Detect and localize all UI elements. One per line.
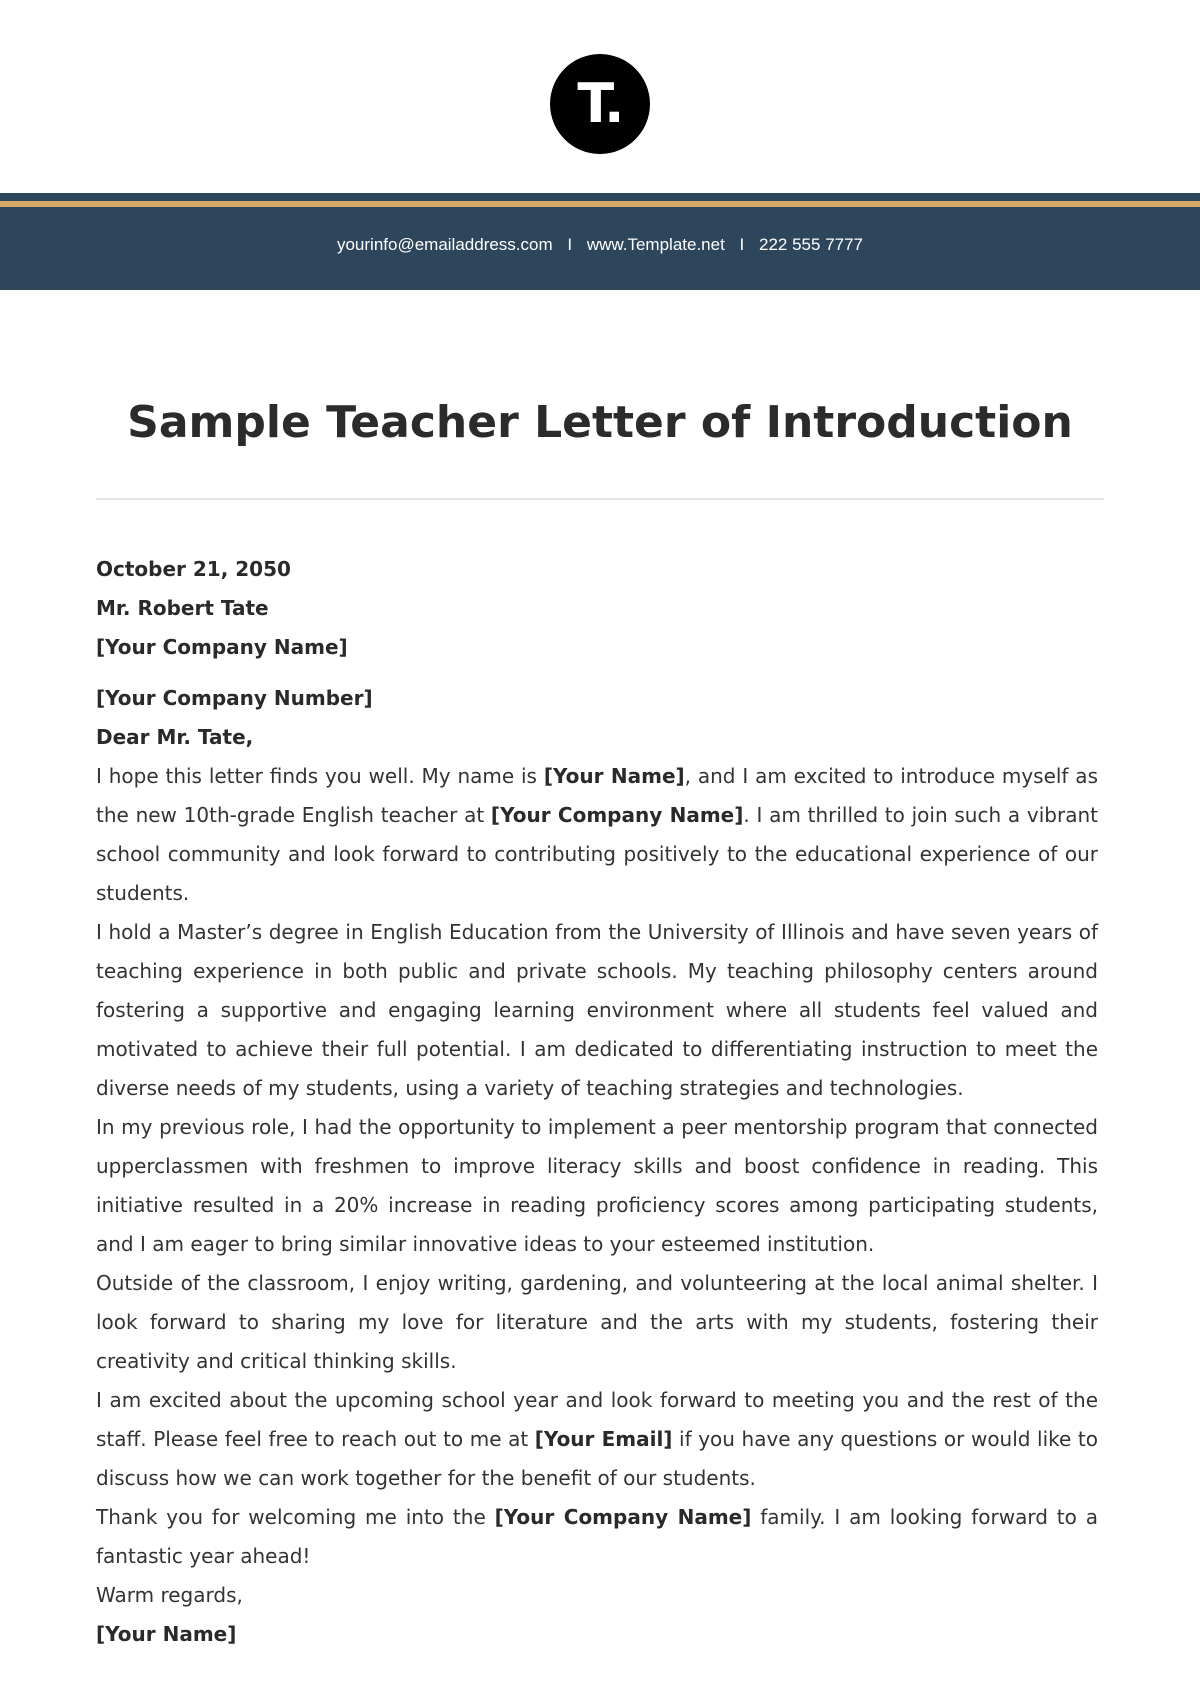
paragraph-contact bbox=[96, 1381, 1098, 1498]
paragraph-text: family. I am looking forward to a fantastic year ahead! bbox=[96, 1505, 1098, 1568]
paragraph-qualifications: I hold a Master’s degree in English Education from the University of Illinois and have seven years of teaching experience in both public and private schools. My teaching philosophy centers around fostering a supportive and engaging learning environment where all students feel valued and motivated to achieve their full potential. I am dedicated to differentiating instruction to meet the diverse needs of my students, using a variety of teaching strategies and technologies. bbox=[96, 920, 1098, 1100]
recipient-number: [Your Company Number] bbox=[96, 686, 373, 710]
paragraph-interests: Outside of the classroom, I enjoy writing, gardening, and volunteering at the local animal shelter. I look forward to sharing my love for literature and the arts with my students, fostering their creativity and critical thinking skills. bbox=[96, 1271, 1098, 1373]
salutation: Dear Mr. Tate, bbox=[96, 725, 254, 749]
contact-phone: 222 555 7777 bbox=[759, 235, 864, 254]
placeholder-company-name: [Your Company Name] bbox=[490, 803, 744, 827]
paragraph-thanks bbox=[96, 1498, 1098, 1576]
header-contact-line bbox=[0, 233, 1200, 257]
brand-logo-text: T. bbox=[577, 72, 623, 135]
letter-date: October 21, 2050 bbox=[96, 557, 291, 581]
letter-body bbox=[96, 550, 1098, 1654]
recipient-name: Mr. Robert Tate bbox=[96, 596, 269, 620]
closing: Warm regards, bbox=[96, 1583, 243, 1607]
contact-separator: I bbox=[739, 235, 745, 254]
placeholder-your-email: [Your Email] bbox=[534, 1427, 673, 1451]
recipient-company: [Your Company Name] bbox=[96, 635, 348, 659]
contact-email: yourinfo@emailaddress.com bbox=[336, 235, 553, 254]
title-divider bbox=[96, 498, 1104, 500]
signature: [Your Name] bbox=[96, 1622, 237, 1646]
paragraph-introduction bbox=[96, 757, 1098, 913]
contact-separator: I bbox=[567, 235, 573, 254]
paragraph-experience: In my previous role, I had the opportunity to implement a peer mentorship program that connected upperclassmen with freshmen to improve literacy skills and boost confidence in reading. This initiative resulted in a 20% increase in reading proficiency scores among participating students, and I am eager to bring similar innovative ideas to your esteemed institution. bbox=[96, 1115, 1098, 1256]
paragraph-text: . I am thrilled to join such a vibrant school community and look forward to contributing positively to the educational experience of our students. bbox=[96, 803, 1098, 905]
paragraph-text: I am excited about the upcoming school year and look forward to meeting you and the rest of the staff. Please feel free to reach out to me at bbox=[96, 1388, 1098, 1451]
paragraph-text: I hope this letter finds you well. My name is bbox=[96, 764, 544, 788]
logo-area bbox=[0, 54, 1200, 154]
placeholder-company-name: [Your Company Name] bbox=[494, 1505, 752, 1529]
contact-website: www.Template.net bbox=[586, 235, 725, 254]
placeholder-your-name: [Your Name] bbox=[543, 764, 685, 788]
paragraph-text: , and I am excited to introduce myself as the new 10th-grade English teacher at bbox=[96, 764, 1098, 827]
document-title: Sample Teacher Letter of Introduction bbox=[127, 397, 1073, 448]
paragraph-text: if you have any questions or would like to discuss how we can work together for the benefit of our students. bbox=[96, 1427, 1098, 1490]
paragraph-text: Thank you for welcoming me into the bbox=[96, 1505, 495, 1529]
brand-logo bbox=[550, 54, 650, 154]
header-accent-stripe bbox=[0, 201, 1200, 207]
